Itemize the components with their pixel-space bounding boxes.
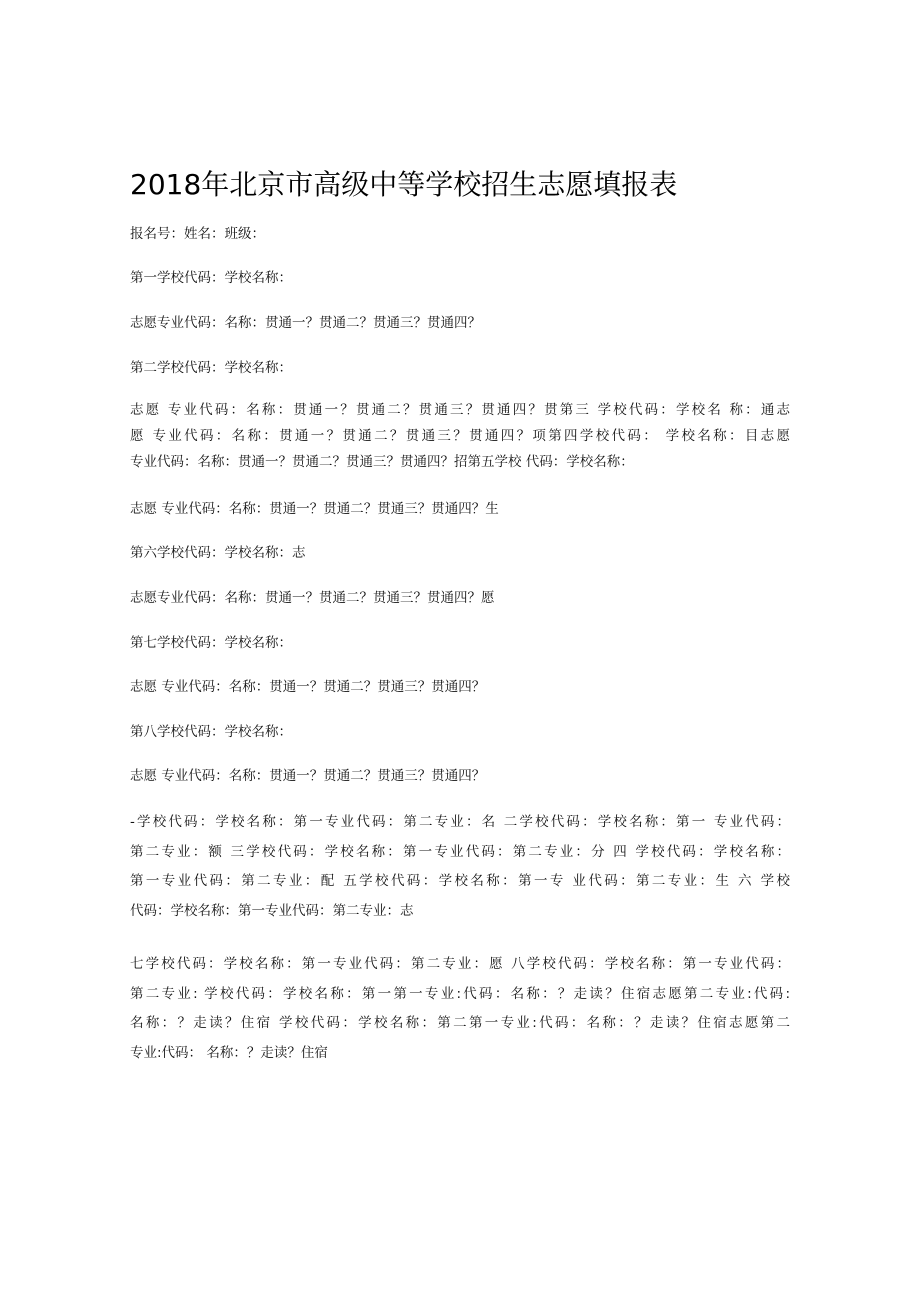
- school-8-line: 第八学校代码：学校名称：: [130, 724, 292, 740]
- major-5-line: 志愿 专业代码：名称：贯通一？贯通二？贯通三？贯通四？生: [130, 501, 499, 517]
- paragraph-line: 专业:代码： 名称：？走读？住宿: [130, 1044, 328, 1061]
- paragraph-line: 愿 专业代码：名称：贯通一？贯通二？贯通三？贯通四？项第四学校代码： 学校名称：目志愿: [130, 428, 790, 444]
- major-8-line: 志愿 专业代码：名称：贯通一？贯通二？贯通三？贯通四？: [130, 768, 486, 784]
- document-title: 2018年北京市高级中等学校招生志愿填报表: [130, 168, 678, 201]
- registration-line: 报名号：姓名：班级：: [130, 226, 265, 242]
- major-6-line: 志愿专业代码：名称：贯通一？贯通二？贯通三？贯通四？愿: [130, 590, 495, 606]
- paragraph-line: 代码：学校名称：第一专业代码：第二专业：志: [130, 902, 414, 919]
- major-7-line: 志愿 专业代码：名称：贯通一？贯通二？贯通三？贯通四？: [130, 679, 486, 695]
- paragraph-line: 七学校代码：学校名称：第一专业代码：第二专业：愿 八学校代码：学校名称：第一专业代码：: [130, 956, 790, 972]
- paragraph-line: 第二专业: 学校代码：学校名称：第一第一专业:代码：名称：？走读？住宿志愿第二专业:代码:: [130, 985, 790, 1002]
- school-1-line: 第一学校代码：学校名称：: [130, 270, 292, 286]
- school-6-line: 第六学校代码：学校名称：志: [130, 545, 306, 561]
- paragraph-line: 第二专业：额 三学校代码：学校名称：第一专业代码：第二专业：分 四 学校代码：学校名称：: [130, 843, 790, 860]
- paragraph-line: 第一专业代码：第二专业：配 五学校代码：学校名称：第一专 业代码：第二专业：生 六 学校: [130, 873, 790, 889]
- choices-3-5-paragraph: [130, 397, 790, 475]
- paragraph-line: 专业代码：名称：贯通一？贯通二？贯通三？贯通四？招第五学校 代码：学校名称：: [130, 454, 634, 470]
- paragraph-line: -学校代码：学校名称：第一专业代码：第二专业：名 二学校代码：学校名称：第一 专业代码：: [130, 814, 790, 830]
- major-1-line: 志愿专业代码：名称：贯通一？贯通二？贯通三？贯通四？: [130, 315, 481, 331]
- school-2-line: 第二学校代码：学校名称：: [130, 360, 292, 376]
- paragraph-line: 志愿 专业代码：名称：贯通一？贯通二？贯通三？贯通四？贯第三 学校代码：学校名 称：通志: [130, 402, 790, 418]
- school-7-line: 第七学校代码：学校名称：: [130, 635, 292, 651]
- boarding-choices-paragraph: [130, 950, 790, 1068]
- paragraph-line: 名称：？走读？住宿 学校代码：学校名称：第二第一专业:代码：名称：？走读？住宿志愿第二: [130, 1015, 790, 1031]
- vocational-choices-paragraph: [130, 808, 790, 926]
